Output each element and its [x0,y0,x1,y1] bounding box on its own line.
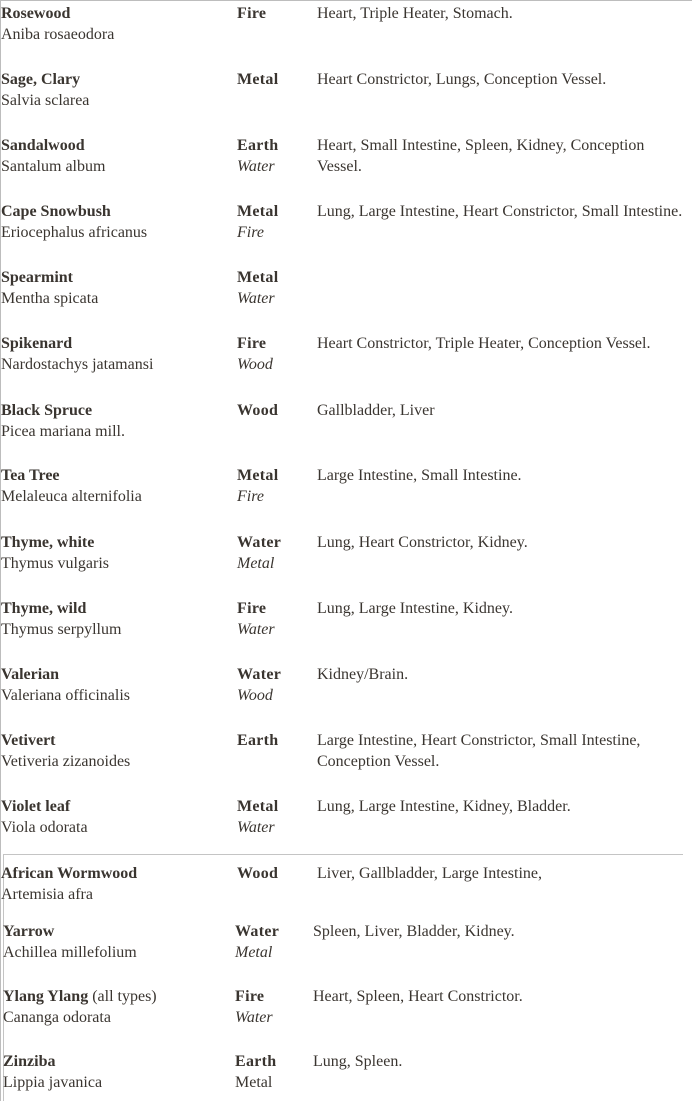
latin-name: Valeriana officinalis [1,687,130,704]
latin-name: Thymus vulgaris [1,555,109,572]
latin-name: Nardostachys jatamansi [1,356,154,373]
element-cell [237,730,307,751]
common-name: Cape Snowbush [1,203,111,220]
element-secondary: Water [237,621,275,638]
element-primary: Wood [237,402,279,419]
meridian-cell [317,863,687,884]
element-primary: Wood [237,865,279,882]
latin-name: Mentha spicata [1,290,99,307]
meridians-text: Lung, Large Intestine, Kidney. [317,600,513,617]
name-cell [1,863,231,905]
element-primary: Metal [237,798,279,815]
meridian-cell [317,135,687,177]
meridian-cell [317,598,687,619]
common-name: Spikenard [1,335,73,352]
meridians-text: Heart, Triple Heater, Stomach. [317,5,513,22]
element-primary: Earth [237,732,279,749]
meridian-cell [317,400,687,421]
common-name: Black Spruce [1,402,93,419]
latin-name: Santalum album [1,158,106,175]
element-cell [235,1051,305,1093]
common-name: Violet leaf [1,798,71,815]
name-cell [1,69,231,111]
meridian-cell [313,1051,683,1072]
element-primary: Fire [235,988,265,1005]
name-cell [1,532,231,574]
element-secondary: Wood [237,687,273,704]
oil-entry-spikenard [0,333,693,377]
element-cell [237,333,307,375]
meridians-text: Gallbladder, Liver [317,402,435,419]
element-secondary: Metal [235,944,273,961]
common-name: Thyme, white [1,534,95,551]
element-primary: Metal [237,71,279,88]
element-primary: Metal [237,467,279,484]
meridians-text: Heart, Spleen, Heart Constrictor. [313,988,523,1005]
element-cell [237,796,307,838]
common-name: Rosewood [1,5,71,22]
latin-name: Cananga odorata [3,1009,111,1026]
common-name: Tea Tree [1,467,60,484]
latin-name: Melaleuca alternifolia [1,488,142,505]
oil-entry-sandalwood [0,135,693,179]
name-cell [1,135,231,177]
latin-name: Lippia javanica [3,1074,103,1091]
element-secondary: Fire [237,224,264,241]
meridian-cell [313,986,683,1007]
element-secondary: Water [237,290,275,307]
meridians-text: Large Intestine, Heart Constrictor, Small Intestine, Conception Vessel. [317,732,641,770]
meridians-text: Heart, Small Intestine, Spleen, Kidney, Conception Vessel. [317,137,645,175]
element-cell [237,598,307,640]
meridian-cell [317,730,687,772]
element-cell [237,465,307,507]
common-name: Spearmint [1,269,73,286]
oil-entry-african-wormwood [0,863,693,907]
element-secondary: Metal [235,1074,273,1091]
meridian-cell [317,3,687,24]
name-cell [1,201,231,243]
meridians-text: Spleen, Liver, Bladder, Kidney. [313,923,515,940]
meridian-cell [317,796,687,817]
common-name: African Wormwood [1,865,138,882]
element-cell [235,921,305,963]
latin-name: Vetiveria zizanoides [1,753,131,770]
meridians-text: Lung, Spleen. [313,1053,403,1070]
element-cell [237,863,307,884]
oil-entry-thyme-white [0,532,693,576]
name-cell [1,664,231,706]
common-name: Sandalwood [1,137,85,154]
element-primary: Metal [237,269,279,286]
oil-entry-cape-snowbush [0,201,693,245]
latin-name: Thymus serpyllum [1,621,122,638]
element-cell [237,532,307,574]
meridian-cell [317,201,687,222]
name-cell [3,1051,233,1093]
oil-entry-zinziba [0,1051,693,1095]
oil-entry-spearmint [0,267,693,311]
meridians-text: Lung, Large Intestine, Kidney, Bladder. [317,798,571,815]
meridian-cell [317,465,687,486]
common-name: Valerian [1,666,60,683]
meridian-cell [313,921,683,942]
common-name: Sage, Clary [1,71,81,88]
element-secondary: Wood [237,356,273,373]
name-cell [3,921,233,963]
element-cell [237,3,307,24]
meridians-text: Kidney/Brain. [317,666,409,683]
element-cell [235,986,305,1028]
oil-entry-thyme-wild [0,598,693,642]
element-secondary: Fire [237,488,264,505]
element-cell [237,400,307,421]
latin-name: Picea mariana mill. [1,423,125,440]
common-name: Ylang Ylang (all types) [3,988,157,1005]
meridians-text: Heart Constrictor, Triple Heater, Conception Vessel. [317,335,651,352]
latin-name: Salvia sclarea [1,92,90,109]
latin-name: Aniba rosaeodora [1,26,115,43]
latin-name: Eriocephalus africanus [1,224,148,241]
meridian-cell [317,69,687,90]
oil-entry-black-spruce [0,400,693,444]
element-primary: Earth [237,137,279,154]
element-cell [237,664,307,706]
name-cell [3,986,233,1028]
element-primary: Fire [237,335,267,352]
meridian-cell [317,333,687,354]
name-cell [1,333,231,375]
element-cell [237,135,307,177]
common-name: Yarrow [3,923,55,940]
name-cell [1,730,231,772]
meridians-text: Liver, Gallbladder, Large Intestine, [317,865,542,882]
oil-entry-tea-tree [0,465,693,509]
meridians-text: Large Intestine, Small Intestine. [317,467,522,484]
oil-entry-rosewood [0,3,693,47]
element-cell [237,267,307,309]
element-secondary: Metal [237,555,275,572]
element-primary: Earth [235,1053,277,1070]
oil-entry-sage-clary [0,69,693,113]
element-primary: Fire [237,5,267,22]
name-cell [1,400,231,442]
name-cell [1,267,231,309]
element-cell [237,201,307,243]
element-secondary: Water [235,1009,273,1026]
name-qualifier: (all types) [92,988,157,1005]
common-name: Vetivert [1,732,56,749]
element-primary: Water [237,534,282,551]
meridians-text: Lung, Large Intestine, Heart Constrictor, Small Intestine. [317,203,683,220]
oil-entry-valerian [0,664,693,708]
oil-entry-vetivert [0,730,693,774]
oil-entry-yarrow [0,921,693,965]
element-secondary: Water [237,819,275,836]
element-primary: Metal [237,203,279,220]
meridians-text: Lung, Heart Constrictor, Kidney. [317,534,528,551]
name-cell [1,465,231,507]
latin-name: Artemisia afra [1,886,93,903]
latin-name: Viola odorata [1,819,88,836]
element-secondary: Water [237,158,275,175]
name-cell [1,796,231,838]
common-name: Thyme, wild [1,600,87,617]
element-cell [237,69,307,90]
latin-name: Achillea millefolium [3,944,137,961]
meridian-cell [317,664,687,685]
meridian-cell [317,532,687,553]
element-primary: Water [237,666,282,683]
element-primary: Fire [237,600,267,617]
common-name: Zinziba [3,1053,56,1070]
oil-entry-violet-leaf [0,796,693,840]
element-primary: Water [235,923,280,940]
oil-entry-ylang-ylang [0,986,693,1030]
meridians-text: Heart Constrictor, Lungs, Conception Vessel. [317,71,607,88]
name-cell [1,598,231,640]
name-cell [1,3,231,45]
